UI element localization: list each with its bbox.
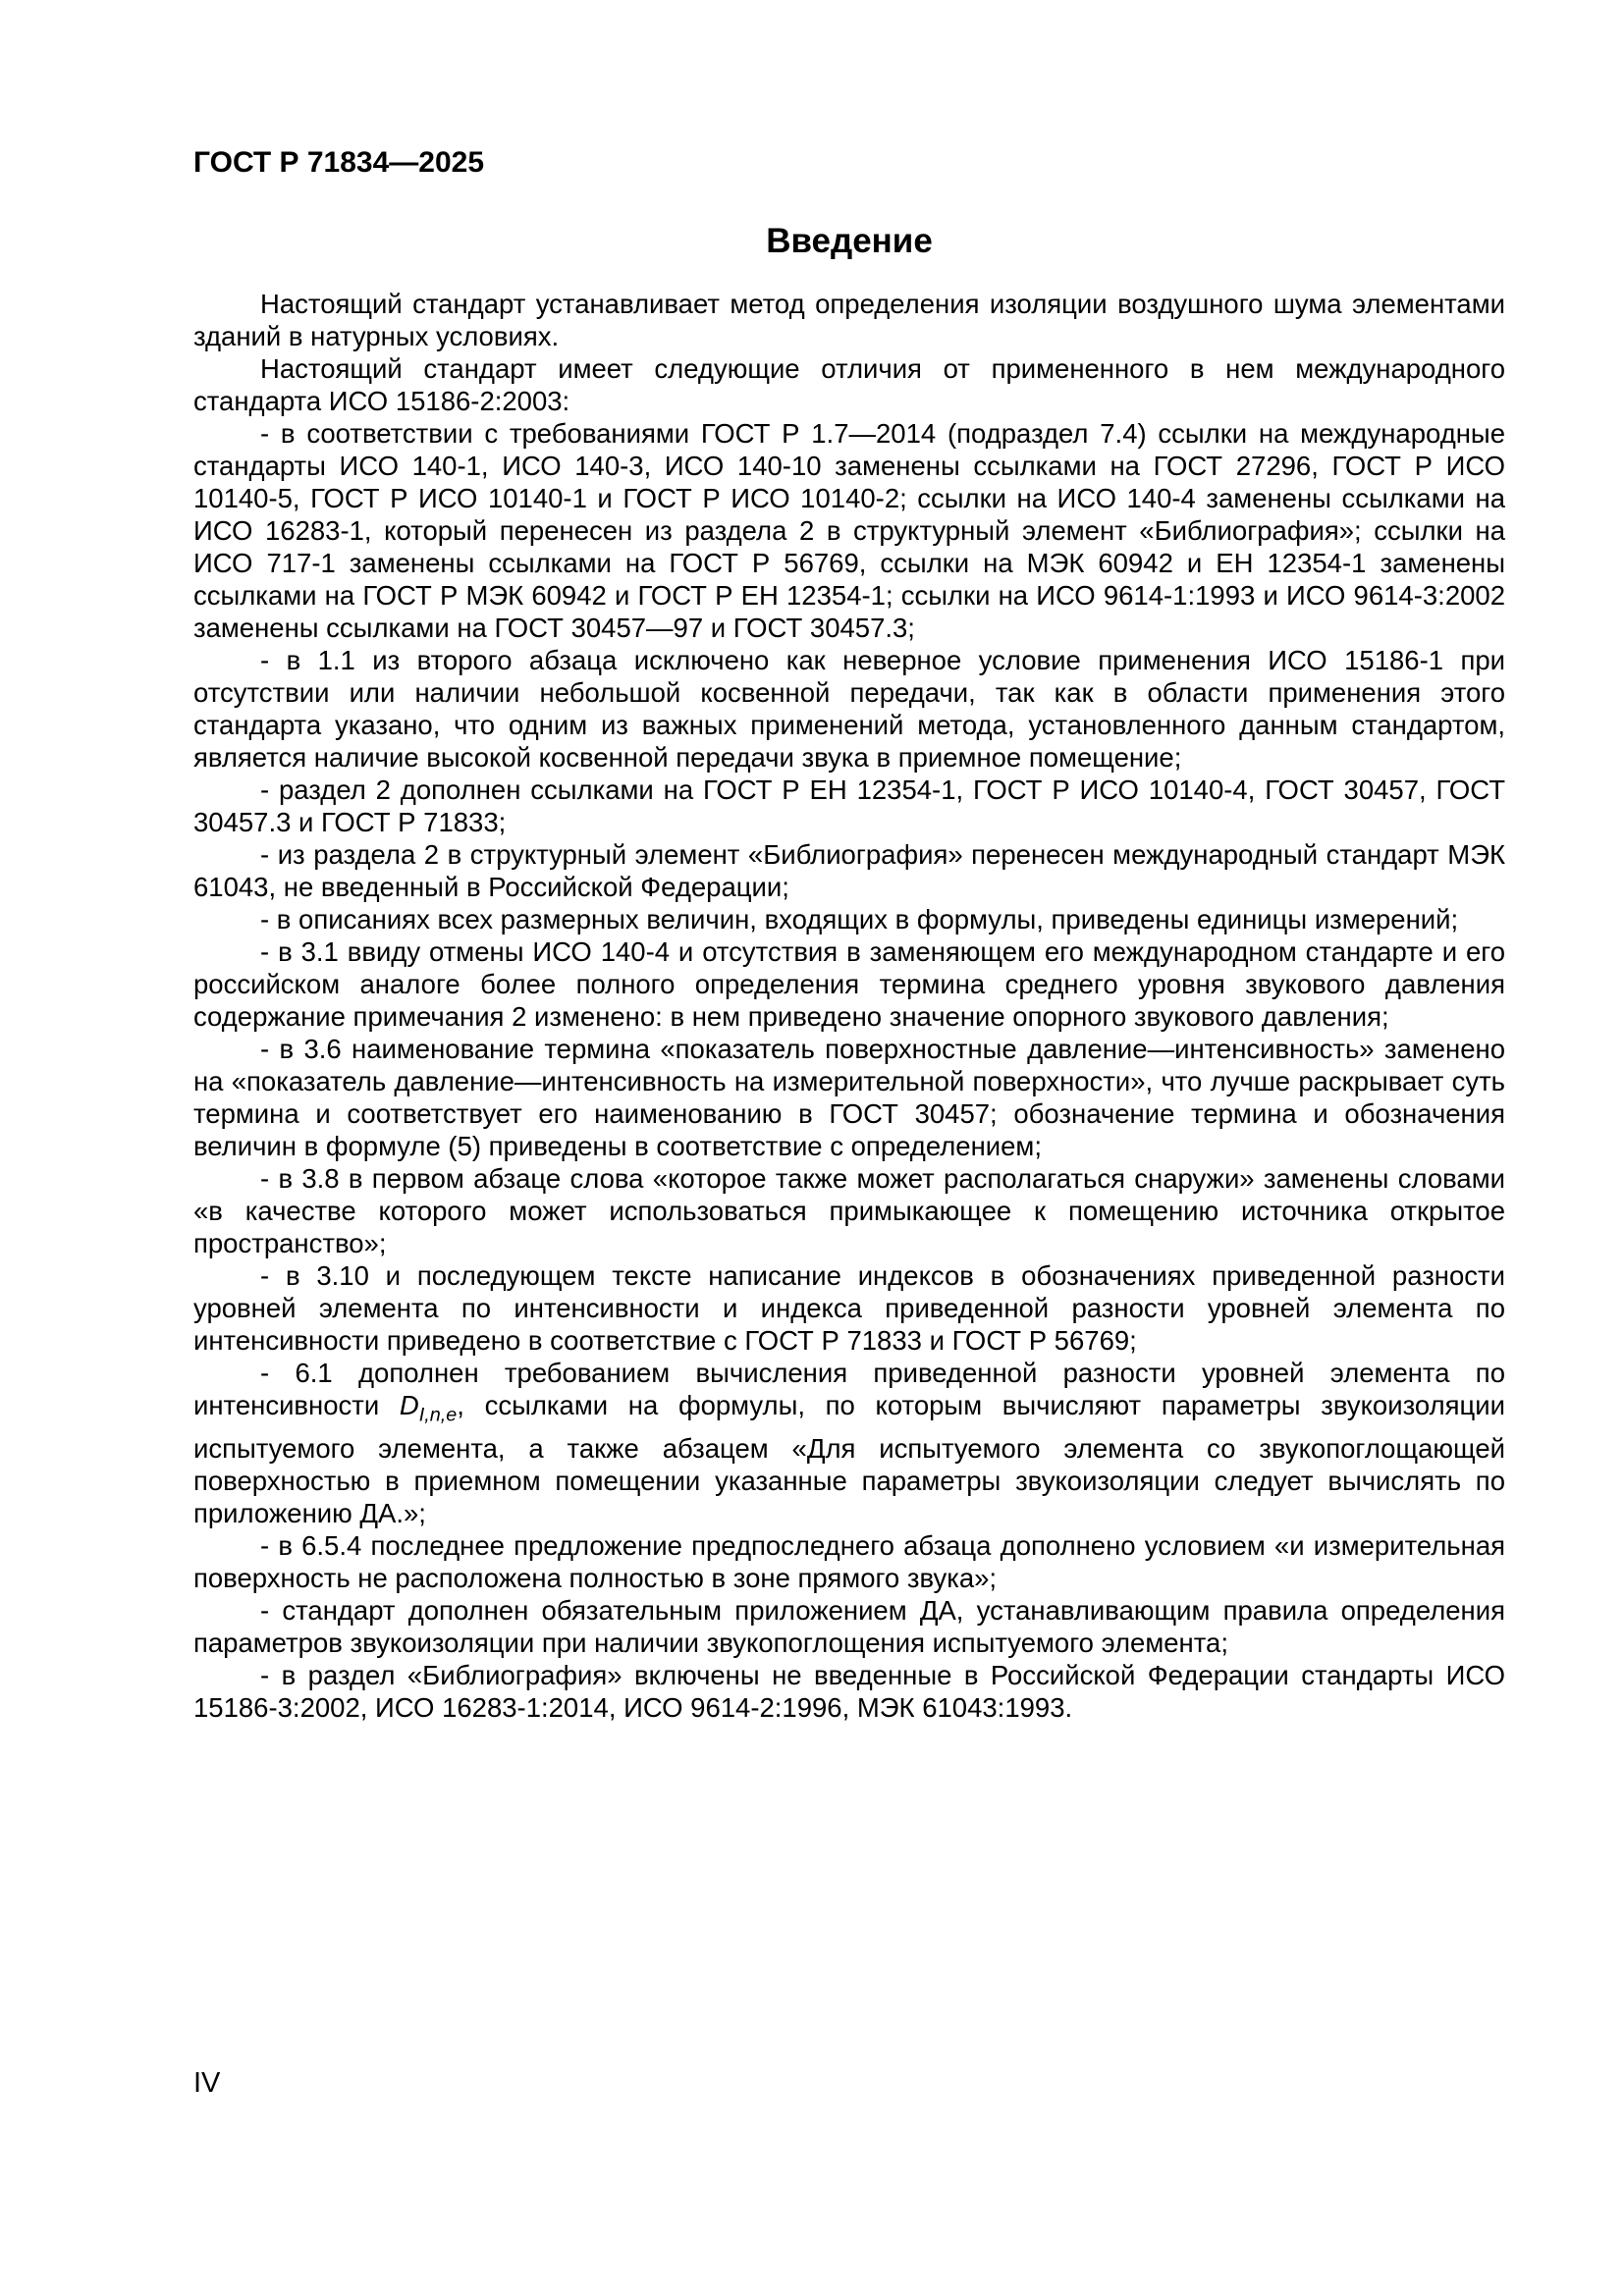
list-item-bibliography: - в раздел «Библиография» включены не введенные в Российской Федерации стандарты ИСО 15186-3:2002, ИСО 16283-1:2014, ИСО 9614-2:1996, МЭК 61043:1993. [193,1659,1505,1723]
document-header: ГОСТ Р 71834—2025 [193,146,485,179]
list-item-iec-61043-moved: - из раздела 2 в структурный элемент «Библиография» перенесен международный стандарт МЭК 61043, не введенный в Российской Федерации; [193,839,1505,902]
list-item-references-replaced: - в соответствии с требованиями ГОСТ Р 1.7—2014 (подраздел 7.4) ссылки на международные стандарты ИСО 140-1, ИСО 140-3, ИСО 140-10 заменены ссылками на ГОСТ 27296, ГОСТ Р ИСО 10140-5, ГОСТ Р ИСО 10140-1 и ГОСТ Р ИСО 10140-2; ссылки на ИСО 140-4 заменены ссылками на ИСО 16283-1, который перенесен из раздела 2 в структурный элемент «Библиография»; ссылки на ИСО 717-1 заменены ссылками на ГОСТ Р 56769, ссылки на МЭК 60942 и ЕН 12354-1 заменены ссылками на ГОСТ Р МЭК 60942 и ГОСТ Р ЕН 12354-1; ссылки на ИСО 9614-1:1993 и ИСО 9614-3:2002 заменены ссылками на ГОСТ 30457—97 и ГОСТ 30457.3; [193,418,1505,643]
page-title: Введение [766,222,933,260]
formula-text-before: - 6.1 дополнен требованием вычисления приведенной разности уровней элемента по интенсивности [193,1358,1505,1420]
list-item-annex-da: - стандарт дополнен обязательным приложением ДА, устанавливающим правила определения параметров звукоизоляции при наличии звукопоглощения испытуемого элемента; [193,1594,1505,1658]
list-item-clause-6-1-formula [193,1357,1505,1529]
list-item-section-2-added: - раздел 2 дополнен ссылками на ГОСТ Р ЕН 12354-1, ГОСТ Р ИСО 10140-4, ГОСТ 30457, ГОСТ 30457.3 и ГОСТ Р 71833; [193,774,1505,837]
list-item-clause-3-8: - в 3.8 в первом абзаце слова «которое также может располагаться снаружи» заменены словами «в качестве которого может использоваться примыкающее к помещению источника открытое пространство»; [193,1163,1505,1258]
formula-text-after: , ссылками на формулы, по которым вычисляют параметры звукоизоляции испытуемого элемента, а также абзацем «Для испытуемого элемента со звукопоглощающей поверхностью в приемном помещении указанные параметры звукоизоляции следует вычислять по приложению ДА.»; [193,1390,1505,1528]
list-item-clause-3-10: - в 3.10 и последующем тексте написание индексов в обозначениях приведенной разности уровней элемента по интенсивности и индекса приведенной разности уровней элемента по интенсивности приведено в соответствие с ГОСТ Р 71833 и ГОСТ Р 56769; [193,1260,1505,1356]
body-text [193,288,1505,1724]
list-item-clause-3-1: - в 3.1 ввиду отмены ИСО 140-4 и отсутствия в заменяющем его международном стандарте и его российском аналоге более полного определения термина среднего уровня звукового давления содержание примечания 2 изменено: в нем приведено значение опорного звукового давления; [193,936,1505,1032]
list-item-clause-1-1: - в 1.1 из второго абзаца исключено как неверное условие применения ИСО 15186-1 при отсутствии или наличии небольшой косвенной передачи, так как в области применения этого стандарта указано, что одним из важных применений метода, установленного данным стандартом, является наличие высокой косвенной передачи звука в приемное помещение; [193,645,1505,773]
paragraph-differences-intro: Настоящий стандарт имеет следующие отличия от примененного в нем международного стандарта ИСО 15186-2:2003: [193,353,1505,416]
page-number: IV [193,2067,221,2099]
list-item-clause-6-5-4: - в 6.5.4 последнее предложение предпоследнего абзаца дополнено условием «и измерительная поверхность не расположена полностью в зоне прямого звука»; [193,1529,1505,1593]
list-item-clause-3-6: - в 3.6 наименование термина «показатель поверхностные давление—интенсивность» заменено на «показатель давление—интенсивность на измерительной поверхности», что лучше раскрывает суть термина и соответствует его наименованию в ГОСТ 30457; обозначение термина и обозначения величин в формуле (5) приведены в соответствие с определением; [193,1034,1505,1161]
formula-symbol-D: D [399,1390,419,1420]
list-item-units: - в описаниях всех размерных величин, входящих в формулы, приведены единицы измерений; [260,904,1459,934]
formula-subscript-Ine: I,n,e [418,1404,458,1426]
paragraph-scope: Настоящий стандарт устанавливает метод определения изоляции воздушного шума элементами зданий в натурных условиях. [193,289,1505,351]
